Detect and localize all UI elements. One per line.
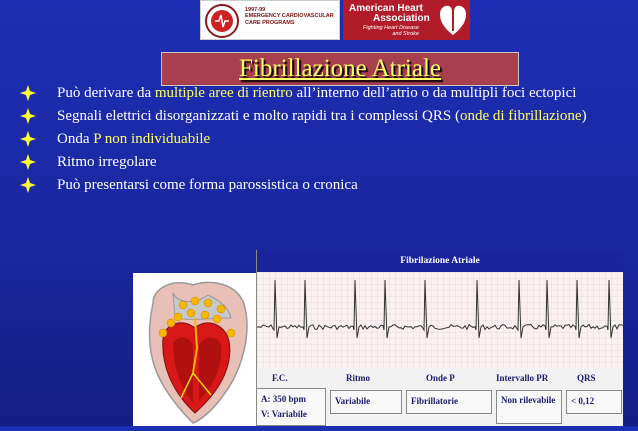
- bullet-item: [0, 153, 600, 171]
- bullet-item: [0, 130, 600, 148]
- cell-onde-p: Fibrillatorie: [406, 390, 492, 414]
- ecg-strip: [257, 272, 623, 368]
- diamond-bullet-icon: [20, 154, 36, 170]
- bullet-text: all’interno dell’atrio o da multipli foci ectopici: [292, 85, 577, 101]
- diamond-bullet-icon: [20, 131, 36, 147]
- col-header-fc: F.C.: [272, 373, 288, 383]
- diamond-bullet-icon: [20, 85, 36, 101]
- bullet-text: Segnali elettrici disorganizzati e molto rapidi tra i complessi QRS (: [57, 108, 460, 124]
- bullet-highlight: onde di fibrillazione: [459, 108, 582, 124]
- col-header-ritmo: Ritmo: [346, 373, 370, 383]
- bullet-text: Può derivare da: [57, 85, 155, 101]
- col-header-pr: Intervallo PR: [496, 373, 549, 383]
- bullet-text: Ritmo irregolare: [57, 154, 157, 170]
- slide-title-box: [161, 52, 519, 86]
- cell-pr: Non rilevabile: [496, 390, 562, 424]
- heart-illustration: [133, 273, 259, 426]
- diamond-bullet-icon: [20, 108, 36, 124]
- aha-name-line1: American Heart: [349, 3, 423, 14]
- diamond-bullet-icon: [20, 177, 36, 193]
- col-header-qrs: QRS: [577, 373, 596, 383]
- bullet-text: Può presentarsi come forma parossistica o cronica: [57, 177, 358, 193]
- aha-name-line2: Association: [373, 13, 430, 24]
- bullet-item: [0, 84, 600, 102]
- bullet-highlight: P non individuabile: [93, 131, 211, 147]
- col-header-onde-p: Onde P: [426, 373, 455, 383]
- bullet-text: Onda: [57, 131, 94, 147]
- bullet-highlight: multiple aree di rientro: [154, 85, 293, 101]
- slide-title: Fibrillazione Atriale: [238, 55, 442, 82]
- aha-logo: [343, 0, 470, 40]
- cell-fc-ventricular: V: Variabile: [261, 409, 307, 419]
- ecc-seal-icon: [205, 4, 239, 38]
- ecc-logo: [200, 0, 340, 40]
- cell-fc-atrial: A: 350 bpm: [261, 394, 307, 404]
- bullet-list: [0, 84, 600, 199]
- bullet-text: ): [581, 108, 587, 124]
- cell-ritmo: Variabile: [330, 390, 402, 414]
- cell-qrs: < 0,12: [566, 390, 622, 414]
- cell-fc: [256, 388, 326, 426]
- ecg-title: Fibrilazione Atriale: [257, 250, 623, 272]
- heart-anatomy-icon: [133, 273, 259, 426]
- ecc-text: 1997-99 EMERGENCY CARDIOVASCULAR CARE PROGRAMS: [245, 7, 334, 26]
- bullet-item: [0, 176, 600, 194]
- aha-tagline: Fighting Heart Disease and Stroke: [363, 25, 419, 37]
- heart-torch-icon: [439, 3, 467, 37]
- bullet-item: [0, 107, 600, 125]
